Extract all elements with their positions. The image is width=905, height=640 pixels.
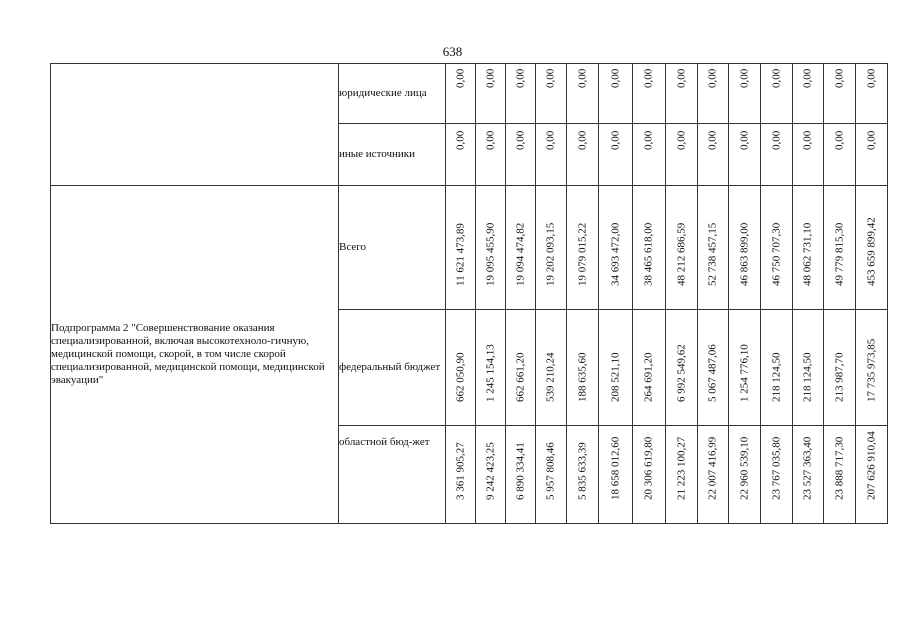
value-cell — [633, 310, 666, 426]
value-text: 0,00 — [865, 130, 877, 150]
value-text: 22 960 539,10 — [738, 436, 750, 500]
program-name: Подпрограмма 2 "Совершенствование оказания специализированной, включая высокотехноло-гичную, медицинской помощи, скорой, в том числе скорой специализированной, медицинской помощи, медицинской эвакуации" — [51, 186, 339, 524]
value-cell — [567, 186, 599, 310]
value-cell — [698, 186, 729, 310]
source-label: иные источники — [339, 124, 446, 186]
program-cell-empty — [51, 64, 339, 186]
value-text: 46 750 707,30 — [770, 222, 782, 286]
value-text: 0,00 — [738, 130, 750, 150]
value-text: 0,00 — [706, 130, 719, 150]
value-text: 11 621 473,89 — [454, 223, 466, 286]
value-cell — [729, 64, 761, 124]
value-cell — [856, 426, 888, 524]
value-text: 48 212 686,59 — [675, 222, 687, 286]
value-text: 5 957 808,46 — [544, 442, 557, 500]
value-cell — [729, 124, 761, 186]
value-text: 19 079 015,22 — [576, 222, 588, 286]
value-cell — [824, 186, 856, 310]
value-cell — [476, 186, 506, 310]
value-cell — [793, 310, 824, 426]
value-cell — [599, 186, 633, 310]
value-text: 17 735 973,85 — [865, 338, 877, 402]
value-text: 0,00 — [801, 68, 814, 88]
value-cell — [446, 124, 476, 186]
value-text: 264 691,20 — [642, 352, 655, 402]
value-cell — [536, 124, 567, 186]
value-cell — [666, 64, 698, 124]
value-text: 6 890 334,41 — [514, 442, 526, 500]
value-cell — [698, 64, 729, 124]
value-cell — [698, 426, 729, 524]
value-text: 218 124,50 — [770, 352, 782, 402]
value-cell — [599, 426, 633, 524]
value-cell — [698, 310, 729, 426]
table-row — [51, 64, 888, 124]
value-text: 21 223 100,27 — [675, 436, 687, 500]
value-text: 662 050,90 — [454, 352, 466, 402]
value-cell — [599, 124, 633, 186]
value-cell — [506, 124, 536, 186]
value-cell — [506, 186, 536, 310]
value-text: 213 987,70 — [833, 352, 845, 402]
value-text: 49 779 815,30 — [833, 222, 845, 286]
value-text: 38 465 618,00 — [642, 222, 655, 286]
value-cell — [599, 64, 633, 124]
value-text: 22 007 416,99 — [706, 436, 719, 500]
value-text: 1 254 776,10 — [738, 344, 750, 402]
value-cell — [536, 64, 567, 124]
value-text: 0,00 — [576, 68, 588, 88]
value-cell — [567, 310, 599, 426]
value-cell — [793, 64, 824, 124]
value-cell — [824, 124, 856, 186]
value-cell — [567, 64, 599, 124]
table-row — [51, 186, 888, 310]
value-text: 0,00 — [576, 130, 588, 150]
value-text: 18 658 012,60 — [609, 436, 621, 500]
value-text: 0,00 — [454, 130, 466, 150]
value-cell — [793, 186, 824, 310]
value-cell — [761, 64, 793, 124]
value-cell — [506, 426, 536, 524]
value-cell — [824, 426, 856, 524]
value-cell — [793, 124, 824, 186]
value-text: 662 661,20 — [514, 352, 526, 402]
value-cell — [729, 426, 761, 524]
value-cell — [446, 310, 476, 426]
value-text: 0,00 — [514, 130, 526, 150]
value-cell — [476, 426, 506, 524]
value-text: 0,00 — [484, 68, 496, 88]
value-cell — [599, 310, 633, 426]
value-text: 19 094 474,82 — [514, 222, 526, 286]
value-text: 1 245 154,13 — [484, 344, 496, 402]
value-cell — [856, 186, 888, 310]
value-cell — [856, 64, 888, 124]
value-text: 0,00 — [833, 130, 845, 150]
value-cell — [666, 186, 698, 310]
value-text: 19 202 093,15 — [544, 222, 557, 286]
value-cell — [761, 426, 793, 524]
value-text: 20 306 619,80 — [642, 436, 655, 500]
value-text: 0,00 — [484, 130, 496, 150]
value-cell — [856, 124, 888, 186]
page-number: 638 — [442, 44, 463, 59]
budget-table — [50, 63, 888, 524]
value-cell — [536, 310, 567, 426]
value-cell — [824, 64, 856, 124]
value-text: 5 835 633,39 — [576, 442, 588, 500]
value-text: 0,00 — [770, 68, 782, 88]
value-cell — [567, 426, 599, 524]
value-text: 0,00 — [675, 68, 687, 88]
value-cell — [567, 124, 599, 186]
value-cell — [633, 64, 666, 124]
value-cell — [476, 310, 506, 426]
value-text: 453 659 899,42 — [865, 217, 877, 286]
value-text: 0,00 — [770, 130, 782, 150]
value-cell — [856, 310, 888, 426]
value-text: 19 095 455,90 — [484, 222, 496, 286]
source-label: федеральный бюджет — [339, 310, 446, 426]
value-cell — [633, 426, 666, 524]
value-cell — [761, 310, 793, 426]
value-cell — [476, 64, 506, 124]
value-text: 5 067 487,06 — [706, 344, 719, 402]
value-cell — [698, 124, 729, 186]
source-label: юридические лица — [339, 64, 446, 124]
value-cell — [793, 426, 824, 524]
value-text: 0,00 — [865, 68, 877, 88]
value-text: 0,00 — [833, 68, 845, 88]
value-cell — [633, 124, 666, 186]
value-cell — [666, 310, 698, 426]
value-cell — [666, 124, 698, 186]
value-text: 0,00 — [609, 68, 621, 88]
value-cell — [761, 186, 793, 310]
source-label: Всего — [339, 186, 446, 310]
value-text: 46 863 899,00 — [738, 222, 750, 286]
value-text: 48 062 731,10 — [801, 222, 814, 286]
value-text: 0,00 — [642, 130, 655, 150]
value-cell — [633, 186, 666, 310]
value-text: 539 210,24 — [544, 352, 557, 402]
value-text: 0,00 — [544, 130, 557, 150]
value-text: 23 527 363,40 — [801, 436, 814, 500]
value-text: 218 124,50 — [801, 352, 814, 402]
value-cell — [666, 426, 698, 524]
source-label: областной бюд-жет — [339, 426, 446, 524]
value-text: 0,00 — [738, 68, 750, 88]
value-text: 0,00 — [706, 68, 719, 88]
value-text: 6 992 549,62 — [675, 344, 687, 402]
value-text: 0,00 — [454, 68, 466, 88]
value-text: 0,00 — [544, 68, 557, 88]
value-text: 34 693 472,00 — [609, 222, 621, 286]
value-cell — [824, 310, 856, 426]
value-cell — [729, 310, 761, 426]
value-cell — [446, 186, 476, 310]
value-text: 0,00 — [642, 68, 655, 88]
value-text: 207 626 910,04 — [865, 431, 877, 500]
value-cell — [536, 186, 567, 310]
value-cell — [729, 186, 761, 310]
value-text: 0,00 — [675, 130, 687, 150]
value-text: 0,00 — [801, 130, 814, 150]
value-cell — [476, 124, 506, 186]
value-cell — [446, 64, 476, 124]
value-text: 0,00 — [609, 130, 621, 150]
value-text: 188 635,60 — [576, 352, 588, 402]
value-text: 3 361 905,27 — [454, 442, 466, 500]
value-text: 208 521,10 — [609, 352, 621, 402]
value-text: 23 767 035,80 — [770, 436, 782, 500]
value-text: 23 888 717,30 — [833, 436, 845, 500]
value-cell — [761, 124, 793, 186]
value-cell — [506, 64, 536, 124]
value-cell — [536, 426, 567, 524]
value-text: 9 242 423,25 — [484, 442, 496, 500]
value-cell — [446, 426, 476, 524]
value-text: 52 738 457,15 — [706, 222, 719, 286]
value-cell — [506, 310, 536, 426]
value-text: 0,00 — [514, 68, 526, 88]
